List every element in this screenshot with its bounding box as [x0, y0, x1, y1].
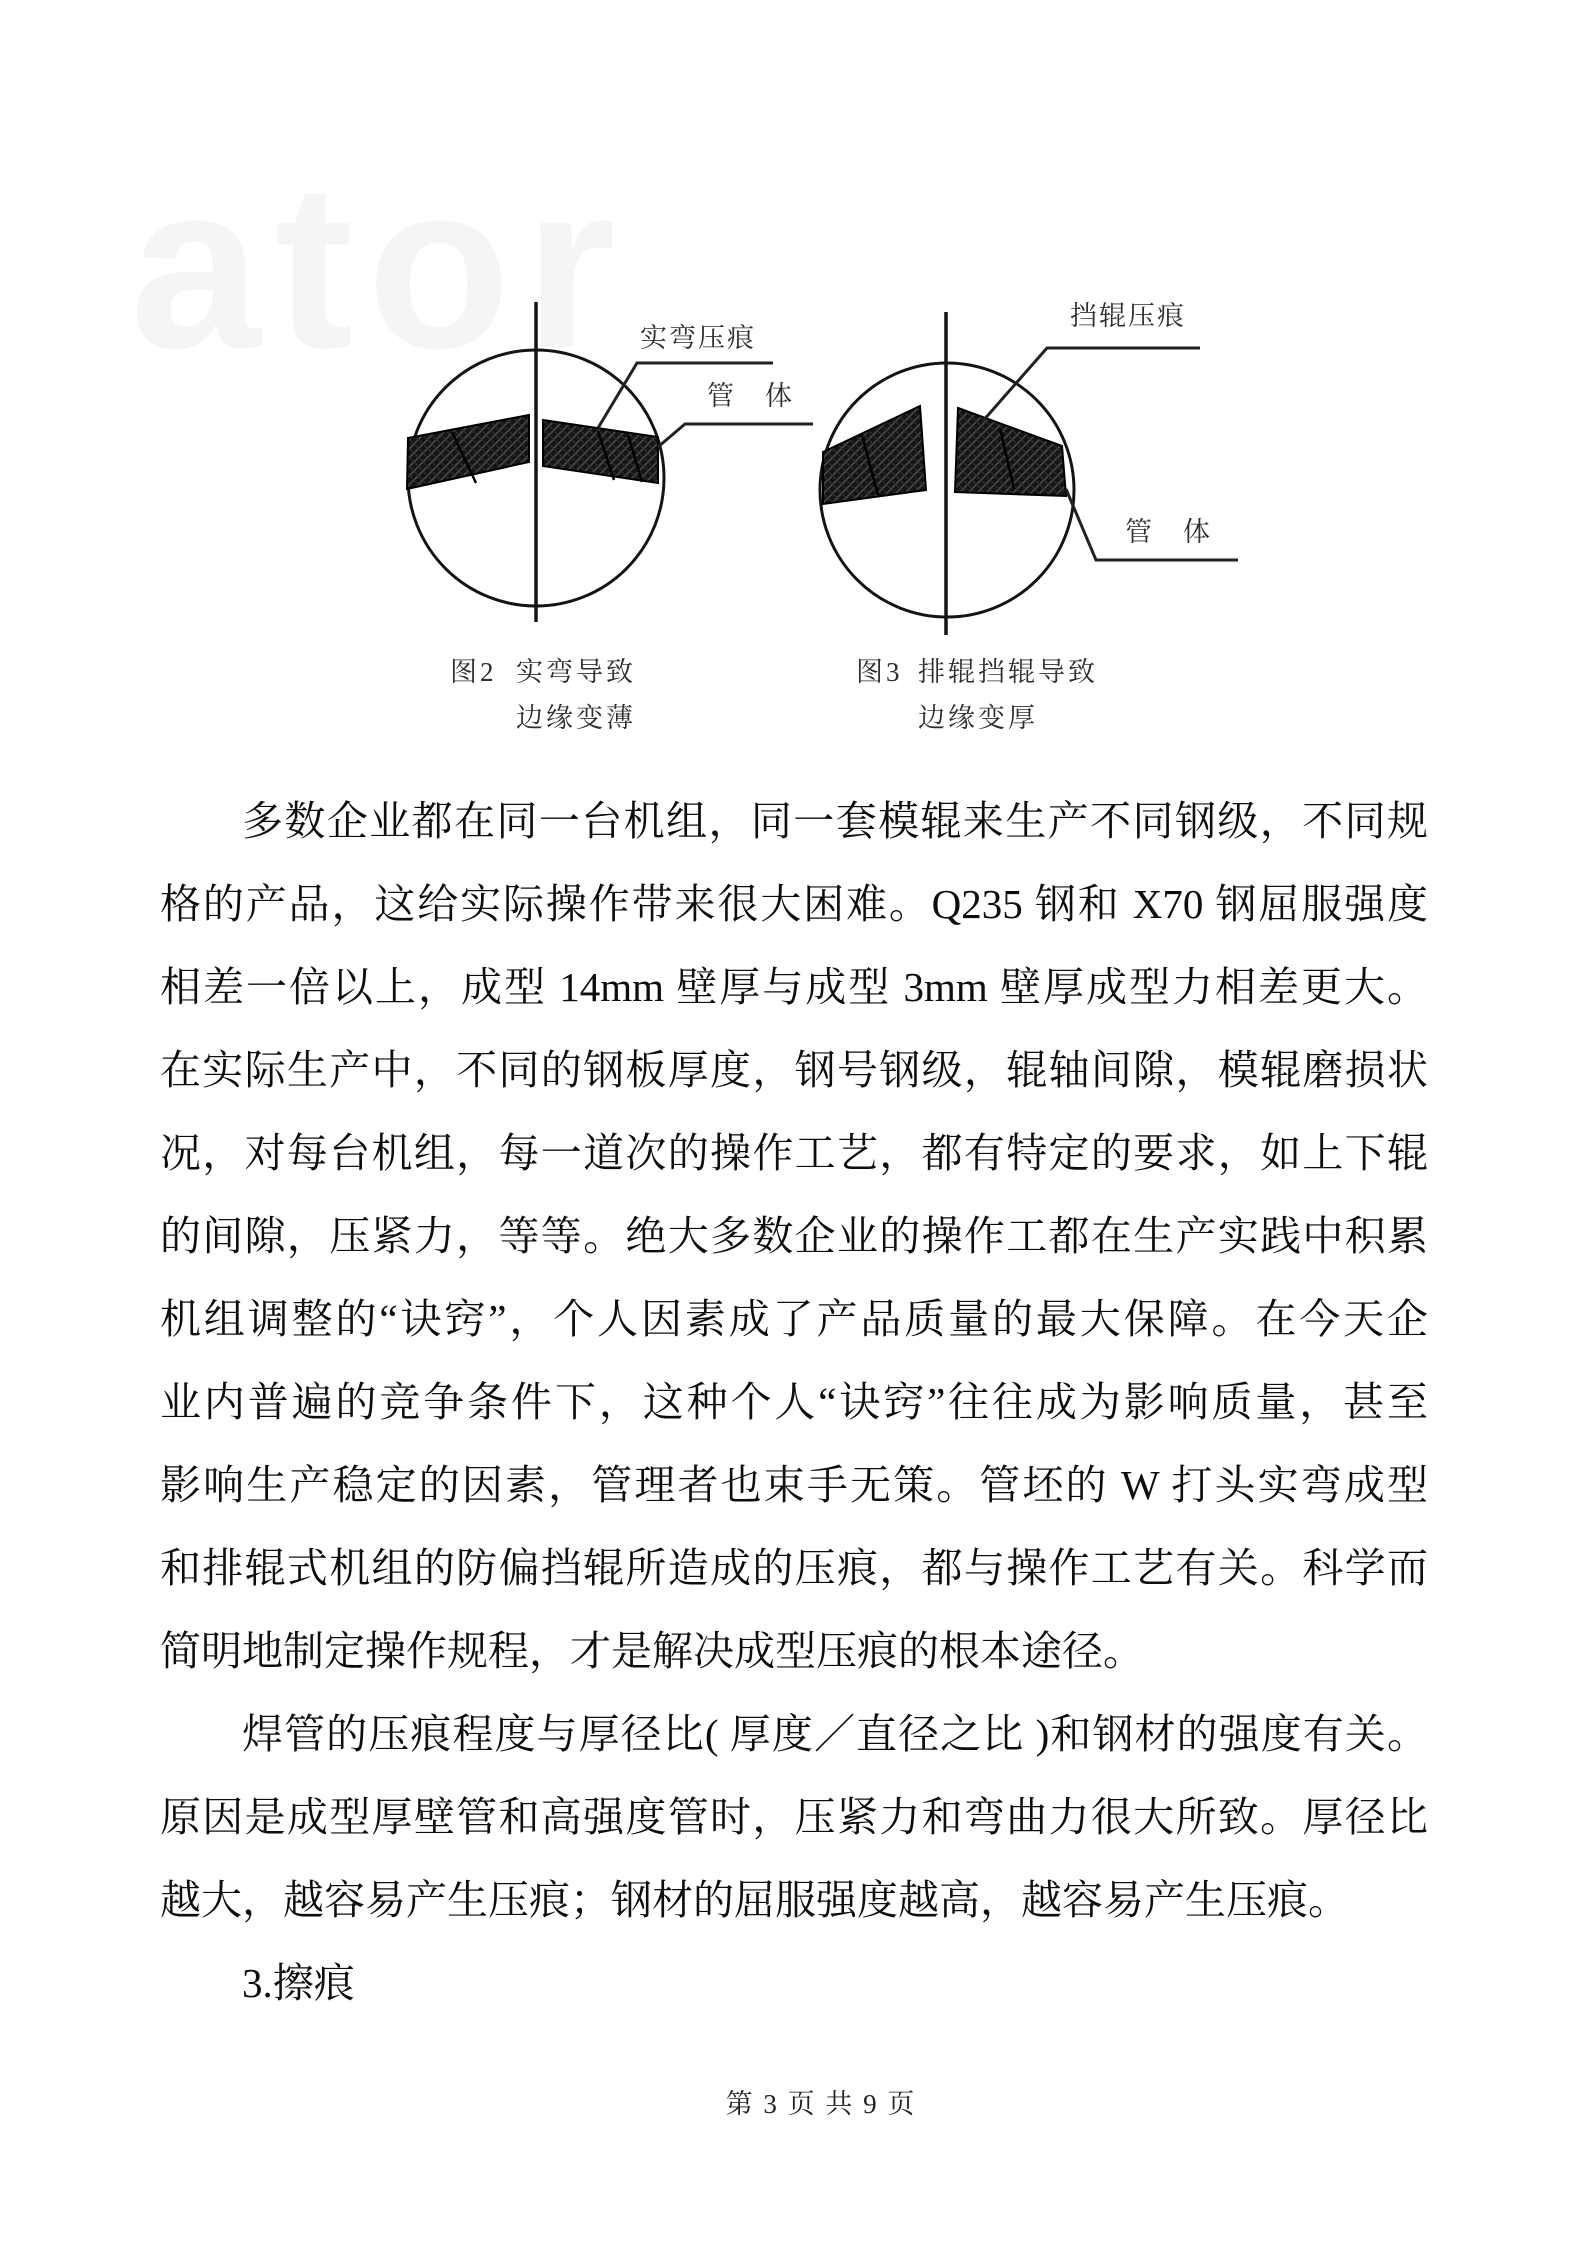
- text-line: 业内普遍的竞争条件下，这种个人“诀窍”往往成为影响质量，甚至: [160, 1379, 1428, 1425]
- fig3-caption-line2: 边缘变厚: [918, 703, 1038, 733]
- fig3-caption-line1: 排辊挡辊导致: [918, 657, 1098, 687]
- text-line: 机组调整的“诀窍”，个人因素成了产品质量的最大保障。在今天企: [160, 1296, 1428, 1342]
- text-line: 况，对每台机组，每一道次的操作工艺，都有特定的要求，如上下辊: [160, 1130, 1428, 1176]
- fig3-caption-number: 图3: [856, 657, 903, 687]
- fig3-impression-label: 挡辊压痕: [1070, 301, 1186, 331]
- fig2-pipe-body-leader-line: [658, 424, 813, 447]
- fig3-diagram: [820, 301, 1238, 733]
- document-body: [160, 780, 1428, 2025]
- text-line: 焊管的压痕程度与厚径比( 厚度／直径之比 )和钢材的强度有关。: [242, 1711, 1428, 1757]
- text-line: 多数企业都在同一台机组，同一套模辊来生产不同钢级，不同规: [242, 798, 1428, 844]
- fig3-pipe-body-label: 管 体: [1125, 517, 1212, 547]
- fig2-caption-line2: 边缘变薄: [516, 703, 636, 733]
- text-line: 影响生产稳定的因素，管理者也束手无策。管坯的 W 打头实弯成型: [160, 1462, 1428, 1508]
- fig3-hatched-wedge-left: [823, 406, 926, 504]
- fig2-caption-number: 图2: [450, 657, 497, 687]
- fig2-pipe-body-label: 管 体: [707, 381, 794, 411]
- text-line: 越大，越容易产生压痕；钢材的屈服强度越高，越容易产生压痕。: [160, 1877, 1349, 1923]
- fig3-impression-leader-line: [982, 348, 1200, 422]
- figure-diagrams: [0, 183, 1587, 763]
- text-line: 简明地制定操作规程，才是解决成型压痕的根本途径。: [160, 1628, 1144, 1674]
- fig2-caption-line1: 实弯导致: [516, 657, 636, 687]
- fig3-hatched-wedge-right: [955, 408, 1066, 496]
- page-number-footer: 第 3 页 共 9 页: [725, 2089, 917, 2119]
- fig2-diagram: [407, 302, 813, 733]
- text-line: 的间隙，压紧力，等等。绝大多数企业的操作工都在生产实践中积累: [160, 1213, 1428, 1259]
- fig2-hatched-band-left: [407, 415, 529, 489]
- text-line: 相差一倍以上，成型 14mm 壁厚与成型 3mm 壁厚成型力相差更大。: [160, 964, 1428, 1010]
- text-line: 和排辊式机组的防偏挡辊所造成的压痕，都与操作工艺有关。科学而: [160, 1545, 1428, 1591]
- text-line: 原因是成型厚壁管和高强度管时，压紧力和弯曲力很大所致。厚径比: [160, 1794, 1428, 1840]
- text-line: 格的产品，这给实际操作带来很大困难。Q235 钢和 X70 钢屈服强度: [160, 881, 1428, 927]
- text-line: 在实际生产中，不同的钢板厚度，钢号钢级，辊轴间隙，模辊磨损状: [160, 1047, 1428, 1093]
- text-line: 3.擦痕: [242, 1960, 355, 2006]
- fig2-impression-label: 实弯压痕: [640, 323, 756, 353]
